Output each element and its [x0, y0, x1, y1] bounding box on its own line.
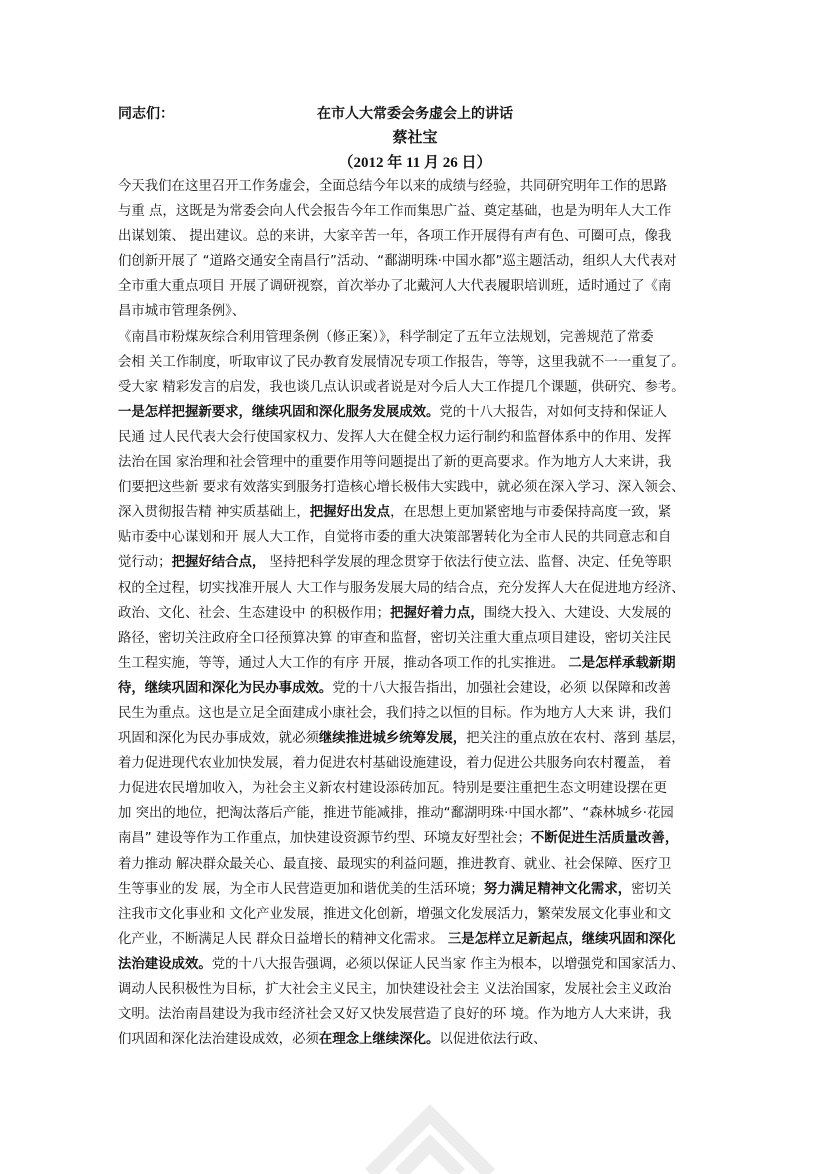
body-line	[118, 274, 728, 299]
body-text: 们巩固和深化法治建设成效，必须	[118, 1032, 319, 1048]
speech-body	[118, 174, 728, 1052]
body-text: 注我市文化事业和 文化产业发展，推进文化创新，增强文化发展活力，繁荣发展文化事业和文	[118, 906, 672, 922]
bold-text: 把握好出发点	[309, 505, 391, 521]
body-line	[118, 751, 728, 776]
body-text: 与重 点，这既是为常委会向人代会报告今年工作而集思广益、奠定基础，也是为明年人大工作	[118, 204, 672, 220]
body-line	[118, 977, 728, 1002]
body-line	[118, 1027, 728, 1052]
body-line	[118, 601, 728, 626]
speech-title: 在市人大常委会务虚会上的讲话	[317, 106, 513, 122]
body-text: 们要把这些新 要求有效落实到服务打造核心增长极伟大实践中，就必须在深入学习、深入领会、	[118, 480, 685, 496]
body-line	[118, 852, 728, 877]
body-line	[118, 651, 728, 676]
body-line	[118, 826, 728, 851]
body-text: 党的十八大报告强调，必须以保证人民当家 作主为根本，以增强党和国家活力、	[211, 956, 685, 972]
watermark-graphic	[350, 1050, 510, 1174]
body-line	[118, 902, 728, 927]
bold-text: 继续推进城乡统筹发展，	[318, 731, 467, 747]
body-text: 深入贯彻报告精 神实质基础上，	[118, 505, 310, 521]
body-text: 生工程实施，等等，通过人大工作的有序 开展，推动各项工作的扎实推进。	[118, 655, 569, 671]
body-line	[118, 1002, 728, 1027]
body-text: 文明。法治南昌建设为我市经济社会又好又快发展营造了良好的环 境。作为地方人大来讲，我	[118, 1007, 672, 1023]
body-text: 法治在国 家治理和社会管理中的重要作用等问题提出了新的更高要求。作为地方人大来讲，我	[118, 455, 672, 471]
body-line	[118, 475, 728, 500]
body-text: 围绕大投入、大建设、大发展的	[483, 605, 672, 621]
body-text: 出谋划策、 提出建议。总的来讲，大家辛苦一年，各项工作开展得有声有色、可圈可点，像我	[118, 229, 672, 245]
body-text: 力促进农民增加收入，为社会主义新农村建设添砖加瓦。特别是要注重把生态文明建设摆在更	[118, 781, 668, 797]
body-line	[118, 400, 728, 425]
bold-text: 一是怎样把握新要求，继续巩固和深化服务发展成效。	[118, 404, 440, 420]
body-line	[118, 927, 728, 952]
body-text: 会相 关工作制度，听取审议了民办教育发展情况专项工作报告，等等，这里我就不一一重复了。	[118, 354, 685, 370]
body-line	[118, 500, 728, 525]
body-line	[118, 224, 728, 249]
body-line	[118, 375, 728, 400]
body-text: 调动人民积极性为目标，扩大社会主义民主，加快建设社会主 义法治国家，发展社会主义政治	[118, 982, 672, 997]
body-line	[118, 626, 728, 651]
body-line	[118, 726, 728, 751]
body-line	[118, 576, 728, 601]
speech-date: （2012 年 11 月 26 日）	[338, 155, 492, 171]
body-text: 南昌” 建设等作为工作重点，加快建设资源节约型、环境友好型社会；	[118, 831, 531, 847]
body-text: 加 突出的地位，把淘汰落后产能，推进节能减排，推动“鄱湖明珠·中国水都”、“森林城乡·花园	[118, 806, 674, 822]
bold-text: 努力满足精神文化需求，	[483, 881, 632, 897]
body-line	[118, 801, 728, 826]
bold-text: 二是怎样承载新期	[568, 655, 676, 671]
body-line	[118, 174, 728, 199]
body-text: 党的十八大报告指出，加强社会建设，必须 以保障和改善	[332, 680, 672, 696]
body-line	[118, 249, 728, 274]
body-text: 觉行动；	[118, 555, 172, 571]
bold-text: 待，继续巩固和深化为民办事成效。	[118, 680, 333, 696]
body-text: 今天我们在这里召开工作务虚会，全面总结今年以来的成绩与经验，共同研究明年工作的思路	[118, 179, 668, 194]
body-line	[118, 325, 728, 350]
body-text: 贴市委中心谋划和开 展人大工作，自觉将市委的重大决策部署转化为全市人民的共同意志和自	[118, 530, 672, 546]
bold-text: 不断促进生活质量改善，	[530, 831, 679, 847]
body-line	[118, 776, 728, 801]
body-text: 们创新开展了 “道路交通安全南昌行”活动、“鄱湖明珠·中国水都”巡主题活动，组织人大代表对	[118, 254, 677, 270]
body-line	[118, 550, 728, 575]
body-text: 化产业，不断满足人民 群众日益增长的精神文化需求。	[118, 931, 448, 947]
body-text: 以促进依法行政、	[439, 1032, 547, 1048]
body-text: 着力促进现代农业加快发展，着力促进农村基础设施建设，着力促进公共服务向农村覆盖， 着	[118, 756, 672, 772]
bold-text: 把握好结合点，	[171, 555, 266, 571]
salutation: 同志们：	[118, 106, 174, 122]
body-text: 全市重大重点项目 开展了调研视察，首次举办了北戴河人大代表履职培训班，适时通过了《南	[118, 279, 672, 295]
body-text: 巩固和深化为民办事成效，就必须	[118, 731, 319, 747]
body-text: 坚持把科学发展的理念贯穿于依法行使立法、监督、决定、任免等职	[265, 555, 672, 571]
body-text: 把关注的重点放在农村、落到 基层，	[466, 731, 685, 747]
bold-text: 法治建设成效。	[118, 956, 212, 972]
body-line	[118, 525, 728, 550]
body-text: 密切关	[631, 881, 672, 897]
body-text: 着力推动 解决群众最关心、最直接、最现实的利益问题，推进教育、就业、社会保障、医疗卫	[118, 856, 672, 872]
body-text: 路径，密切关注政府全口径预算决算 的审查和监督，密切关注重大重点项目建设，密切关注民	[118, 630, 672, 646]
body-text: 党的十八大报告，对如何支持和保证人	[439, 404, 668, 420]
bold-text: 在理念上继续深化。	[318, 1032, 440, 1048]
speaker-name: 蔡社宝	[392, 128, 438, 146]
body-line	[118, 701, 728, 726]
body-line	[118, 299, 728, 324]
body-text: 权的全过程，切实找准开展人 大工作与服务发展大局的结合点，充分发挥人大在促进地方经济、	[118, 580, 685, 596]
bold-text: 把握好着力点，	[390, 605, 484, 621]
body-line	[118, 425, 728, 450]
body-line	[118, 877, 728, 902]
body-text: 民生为重点。这也是立足全面建成小康社会，我们持之以恒的目标。作为地方人大来 讲，我们	[118, 705, 672, 721]
body-line	[118, 676, 728, 701]
body-text: 政治、文化、社会、生态建设中 的积极作用；	[118, 605, 391, 621]
body-text: 民通 过人民代表大会行使国家权力、发挥人大在健全权力运行制约和监督体系中的作用、发挥	[118, 429, 672, 445]
body-text: ，在思想上更加紧密地与市委保持高度一致，紧	[390, 505, 672, 521]
body-text: 昌市城市管理条例》、	[118, 304, 246, 320]
bold-text: 三是怎样立足新起点，继续巩固和深化	[447, 931, 676, 947]
body-line	[118, 952, 728, 977]
body-text: 《南昌市粉煤灰综合利用管理条例（修正案）》，科学制定了五年立法规划，完善规范了常委	[118, 329, 654, 345]
body-text: 受大家 精彩发言的启发，我也谈几点认识或者说是对今后人大工作提几个课题，供研究、参考。	[118, 379, 685, 395]
body-text: 生等事业的发 展，为全市人民营造更加和谐优美的生活环境；	[118, 881, 484, 897]
body-line	[118, 350, 728, 375]
body-line	[118, 450, 728, 475]
body-line	[118, 199, 728, 224]
